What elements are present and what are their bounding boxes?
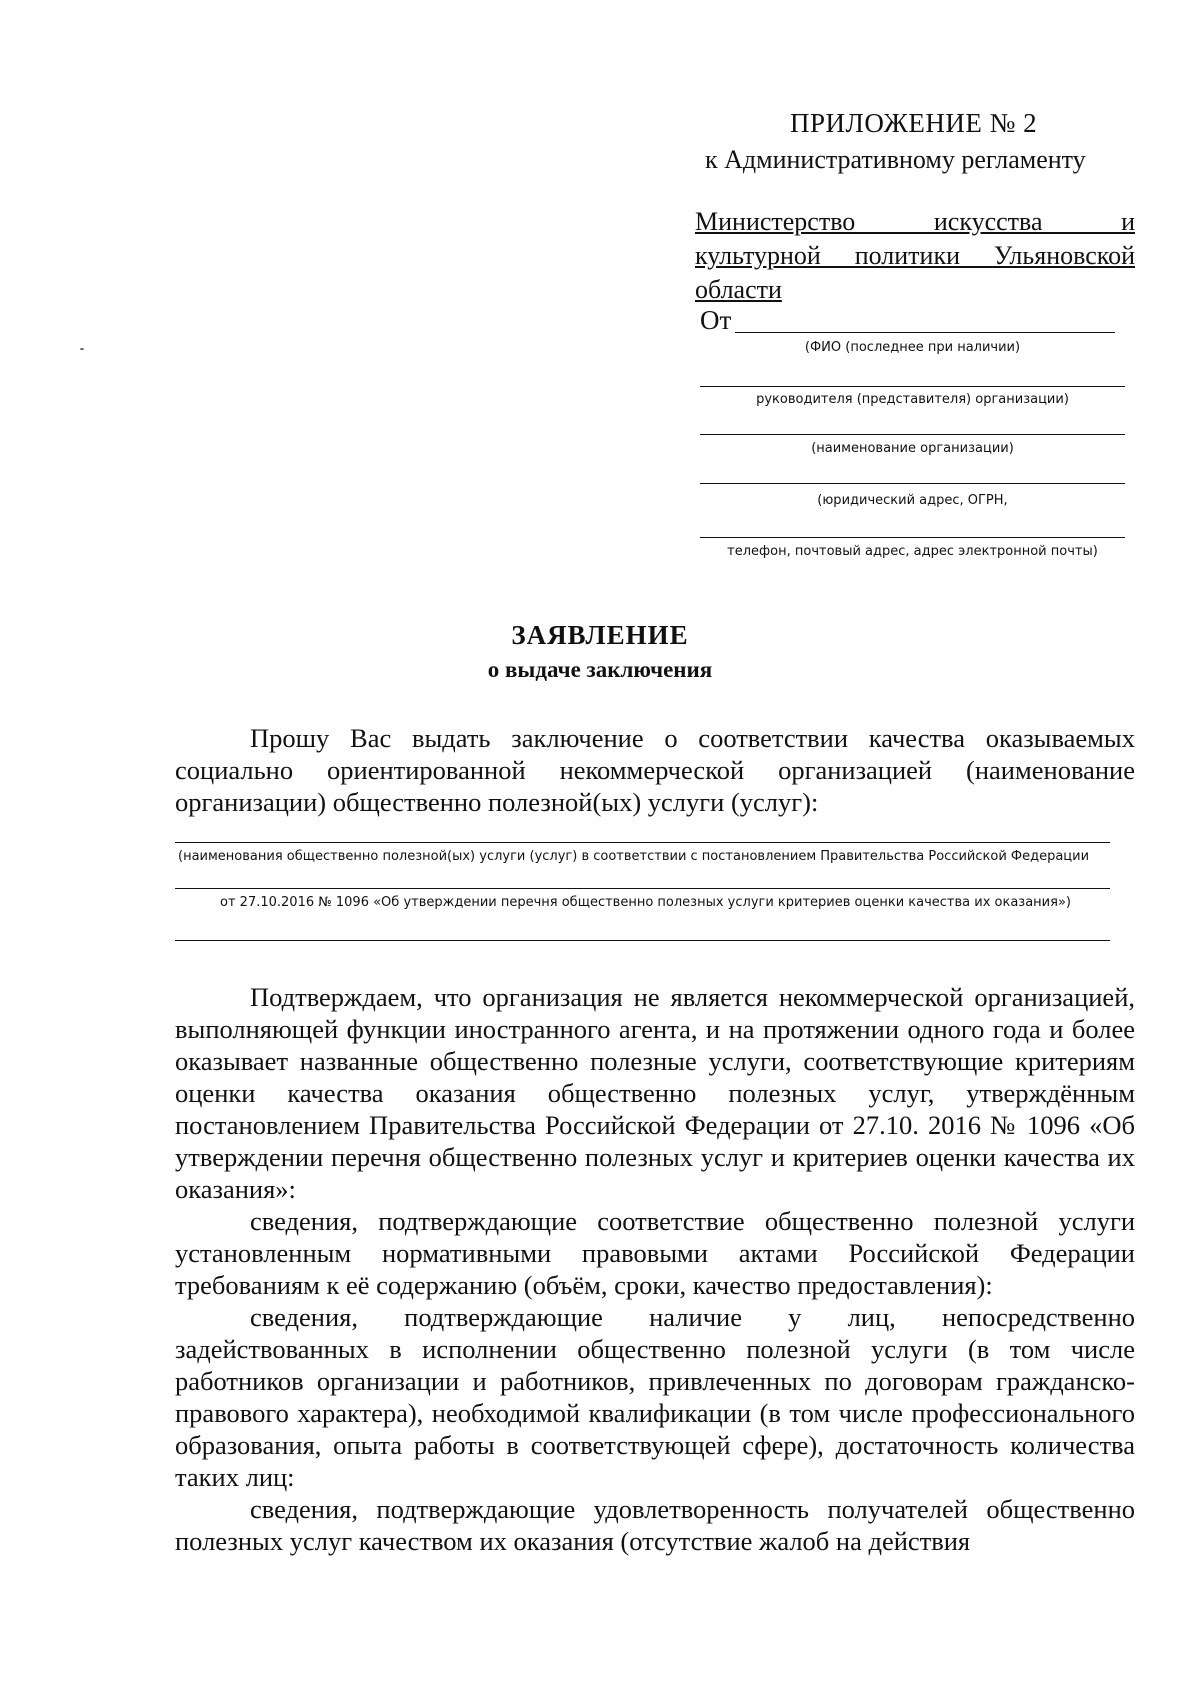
document-title: ЗАЯВЛЕНИЕ: [511, 620, 689, 650]
field-caption-org-name: (наименование организации): [811, 441, 1014, 456]
from-label: От: [700, 305, 732, 335]
field-line-contacts: [700, 537, 1125, 538]
scan-speck: [80, 348, 84, 350]
field-line-representative: [700, 386, 1125, 387]
ministry-line-2: культурной политики Ульяновской: [695, 241, 1135, 270]
appendix-title: ПРИЛОЖЕНИЕ № 2: [790, 108, 1038, 138]
field-caption-legal-address: (юридический адрес, ОГРН,: [817, 493, 1008, 508]
addressee-ministry: [695, 205, 1135, 307]
field-line-legal-address: [700, 483, 1125, 484]
services-line-3: [175, 940, 1110, 941]
info-paragraph-qualification: сведения, подтверждающие наличие у лиц, непосредственно задействованных в исполнении общественно полезной услуги (в том числе работников организации и работников, привлеченных по договорам гражданско-правового характера), необходимой квалификации (в том числе профессионального образования, опыта работы в соответствующей сфере), достаточность количества таких лиц:: [175, 1302, 1135, 1492]
ministry-line-1: Министерство искусства и: [695, 207, 1135, 236]
field-caption-contacts: телефон, почтовый адрес, адрес электронной почты): [727, 544, 1098, 559]
services-line-2: [175, 888, 1110, 889]
info-paragraph-satisfaction: сведения, подтверждающие удовлетворенность получателей общественно полезных услуг качеством их оказания (отсутствие жалоб на действия: [175, 1494, 1135, 1556]
services-line-1: [175, 842, 1110, 843]
from-fill-line: [735, 332, 1115, 333]
services-caption-2: от 27.10.2016 № 1096 «Об утверждении перечня общественно полезных услуги критериев оценки качества их оказания»): [220, 895, 1071, 910]
info-paragraph-compliance: сведения, подтверждающие соответствие общественно полезной услуги установленным нормативными правовыми актами Российской Федерации требованиям к её содержанию (объём, сроки, качество предоставления):: [175, 1206, 1135, 1300]
document-subtitle: о выдаче заключения: [487, 657, 713, 682]
services-caption-1: (наименования общественно полезной(ых) услуги (услуг) в соответствии с постановлением Правительства Российской Федерации: [178, 849, 1090, 864]
confirmation-section: [175, 981, 1135, 1557]
request-text: Прошу Вас выдать заключение о соответствии качества оказываемых социально ориентированной некоммерческой организацией (наименование организации) общественно полезной(ых) услуги (услуг):: [175, 723, 1135, 817]
field-line-org-name: [700, 434, 1125, 435]
confirmation-paragraph: Подтверждаем, что организация не является некоммерческой организацией, выполняющей функции иностранного агента, и на протяжении одного года и более оказывает названные общественно полезные услуги, соответствующие критериям оценки качества оказания общественно полезных услуг, утверждённым постановлением Правительства Российской Федерации от 27.10. 2016 № 1096 «Об утверждении перечня общественно полезных услуг и критериев оценки качества их оказания»:: [175, 982, 1135, 1204]
ministry-line-3: области: [695, 275, 782, 304]
field-caption-representative: руководителя (представителя) организации): [756, 392, 1069, 407]
appendix-subtitle: к Административному регламенту: [705, 145, 1086, 174]
request-paragraph: [175, 722, 1135, 818]
field-caption-fio: (ФИО (последнее при наличии): [804, 340, 1021, 355]
